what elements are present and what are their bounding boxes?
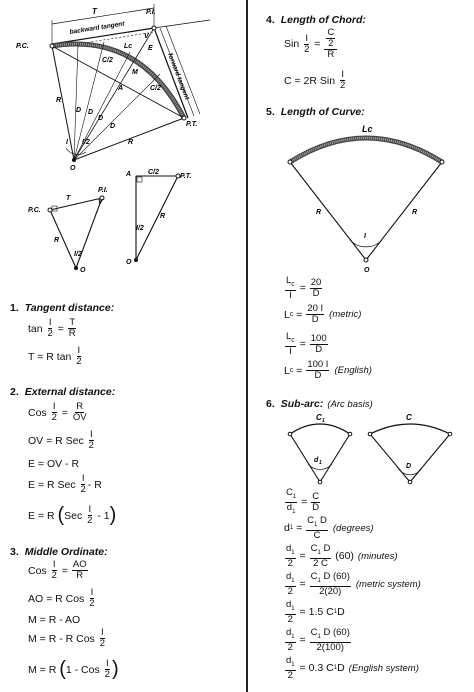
main-E-label: E [148, 45, 153, 52]
eq-external-2: OV = R Sec $\frac{I}{2}$ [28, 429, 94, 451]
tri1-T-label: T [66, 195, 71, 202]
eq-subarc-6: $\frac{d_1}{2}$ = $\frac{C_1 D (60)}{2(100)}$ [286, 627, 350, 653]
curve-I-label: I [364, 233, 366, 240]
sub-arc-diagrams [282, 406, 462, 488]
eq-external-3: E = OV - R [28, 458, 80, 470]
backward-tangent-label: backward tangent [69, 20, 125, 36]
section-1-number: 1. [10, 302, 19, 314]
eq-middle-4: M = R - R Cos $\frac{I}{2}$ [28, 627, 106, 649]
tri2-A-label: A [126, 171, 132, 178]
section-5-title: Length of Curve: [280, 106, 365, 118]
eq-subarc-5: $\frac{d_1}{2}$ = 1.5 C 1 D [286, 599, 345, 625]
tri1-R-label: R [54, 237, 60, 244]
section-4-title: Length of Chord: [280, 14, 366, 26]
tri1-PI-label: P.I. [98, 187, 108, 194]
main-PC-label: P.C. [16, 43, 29, 50]
main-C2b-label: C/2 [150, 85, 161, 92]
main-PI-label: P.I. [146, 9, 156, 16]
section-1-title: Tangent distance: [24, 302, 115, 314]
length-of-curve-diagram [282, 120, 452, 276]
section-4-heading [266, 14, 366, 26]
note-minutes: (minutes) [357, 550, 398, 562]
eq-middle-2: AO = R Cos $\frac{I}{2}$ [28, 587, 95, 609]
eq-subarc-4: $\frac{d_1}{2}$ = $\frac{C_1 D (60)}{2(20)}$ (metric system) [286, 571, 421, 597]
curve-R2-label: R [412, 209, 418, 216]
note-english: (English) [334, 365, 372, 376]
section-1-heading [10, 302, 114, 314]
main-I-label: I [66, 139, 68, 146]
eq-middle-3: M = R - AO [28, 614, 81, 626]
note-degrees: (degrees) [332, 522, 374, 534]
note-metric: (metric) [329, 309, 362, 320]
eq-subarc-3: $\frac{d_1}{2}$ = $\frac{C_1 D}{2 C}$ (60) (minutes) [286, 543, 398, 569]
eq-subarc-7: $\frac{d_1}{2}$ = 0.3 C 1 D (English system) [286, 655, 419, 681]
tri2-R-label: R [160, 213, 166, 220]
curve-R1-label: R [316, 209, 322, 216]
main-D2-label: D [88, 109, 94, 116]
note-metric-system: (metric system) [355, 578, 421, 590]
eq-tangent-1: tan $\frac{I}{2}$ = $\frac{T}{R}$ [28, 317, 76, 339]
section-2-heading [10, 386, 115, 398]
eq-external-4: E = R Sec $\frac{I}{2}$ - R [28, 473, 102, 495]
eq-curve-3: $\frac{L_c}{I}$ = $\frac{100}{D}$ [286, 331, 327, 357]
main-R2-label: R [128, 139, 134, 146]
eq-subarc-1: $\frac{C_1}{d_1}$ = $\frac{C}{D}$ [286, 487, 320, 515]
simple-curve-diagram [16, 2, 242, 172]
tri1-I2-label: I/2 [74, 251, 82, 258]
main-T-label: T [92, 7, 97, 16]
section-6-note: (Arc basis) [327, 399, 373, 410]
tri1-PC-label: P.C. [28, 207, 41, 214]
eq-curve-1: $\frac{L_c}{I}$ = $\frac{20}{D}$ [286, 275, 322, 301]
section-5-number: 5. [266, 106, 275, 118]
main-A-label: A [118, 85, 124, 92]
section-3-number: 3. [10, 546, 19, 558]
main-C2a-label: C/2 [102, 57, 113, 64]
eq-middle-1: Cos $\frac{I}{2}$ = $\frac{AO}{R}$ [28, 559, 87, 581]
eq-tangent-2: T = R tan $\frac{I}{2}$ [28, 345, 82, 367]
column-divider [246, 0, 248, 692]
tri2-I2-label: I/2 [136, 225, 144, 232]
eq-chord-2: C = 2R Sin $\frac{I}{2}$ [284, 69, 346, 91]
main-R1-label: R [56, 97, 62, 104]
tri2-O-label: O [126, 259, 132, 266]
eq-subarc-2: d 1 = $\frac{C_1 D}{C}$ (degrees) [284, 515, 374, 541]
section-2-number: 2. [10, 386, 19, 398]
main-V-label: V [144, 33, 149, 40]
tri1-V-label: V [98, 199, 103, 206]
tri1-O-label: O [80, 267, 86, 274]
eq-curve-2: L c = $\frac{20 I}{D}$ (metric) [284, 303, 362, 325]
curve-O-label: O [364, 267, 370, 274]
sub-C2-label: C [406, 413, 412, 422]
sub-D-label: D [406, 463, 412, 470]
sub-d1-label: d [314, 457, 319, 464]
section-2-title: External distance: [24, 386, 116, 398]
tri2-PT-label: P.T. [180, 173, 192, 180]
section-5-heading [266, 106, 365, 118]
section-6-number: 6. [266, 398, 275, 410]
section-3-heading [10, 546, 108, 558]
main-Lc-label: Lc [124, 43, 133, 50]
note-english-system: (English system) [348, 662, 419, 674]
sub-C1-label: C [316, 413, 322, 422]
eq-chord-1: Sin $\frac{I}{2}$ = $\frac{\frac{C}{2}}{R}$ [284, 28, 338, 60]
section-3-title: Middle Ordinate: [24, 546, 108, 558]
main-I2-label: I/2 [82, 139, 90, 146]
main-D1-label: D [76, 107, 82, 114]
chord-triangle-diagram [122, 166, 218, 266]
sub-d1-subscript: 1 [319, 460, 322, 466]
eq-external-1: Cos $\frac{I}{2}$ = $\frac{R}{OV}$ [28, 401, 87, 423]
main-D4-label: D [110, 123, 116, 130]
forward-tangent-label: forward tangent [166, 52, 191, 101]
main-PT-label: P.T. [186, 121, 198, 128]
eq-external-5: E = R ( Sec $\frac{I}{2}$ - 1 ) [28, 504, 117, 526]
main-D3-label: D [98, 115, 104, 122]
main-O-label: O [70, 165, 76, 172]
eq-middle-5: M = R ( 1 - Cos $\frac{I}{2}$ ) [28, 658, 119, 680]
tangent-triangle-diagram [26, 180, 126, 272]
tri2-C2-label: C/2 [148, 169, 159, 176]
section-4-number: 4. [266, 14, 275, 26]
curve-Lc-label: Lc [362, 124, 373, 134]
sub-C1-subscript: 1 [322, 418, 325, 424]
section-6-title: Sub-arc: [280, 398, 324, 410]
main-M-label: M [132, 69, 138, 76]
eq-curve-4: L c = $\frac{100 I}{D}$ (English) [284, 359, 372, 381]
